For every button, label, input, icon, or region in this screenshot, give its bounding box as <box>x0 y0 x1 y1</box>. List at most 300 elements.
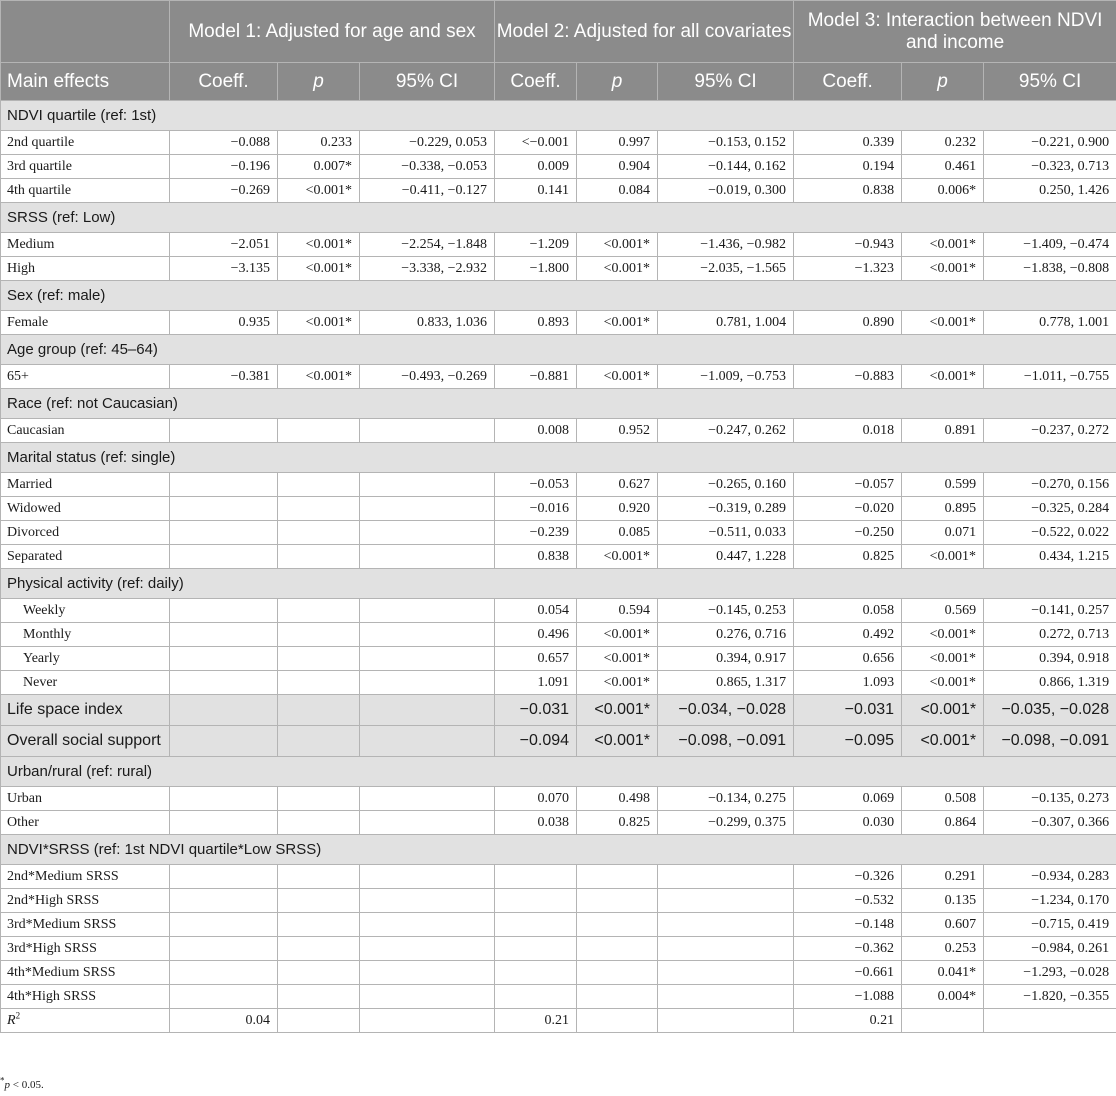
table-cell: 0.569 <box>902 599 984 623</box>
table-cell: −1.838, −0.808 <box>984 257 1116 281</box>
table-cell <box>170 545 278 569</box>
table-cell: 0.893 <box>495 311 577 335</box>
model2-header: Model 2: Adjusted for all covariates <box>495 1 794 63</box>
table-cell: −0.098, −0.091 <box>984 726 1116 757</box>
table-cell: −0.338, −0.053 <box>360 155 495 179</box>
group-label: Race (ref: not Caucasian) <box>1 389 1116 419</box>
table-cell: −0.221, 0.900 <box>984 131 1116 155</box>
table-cell: 0.508 <box>902 787 984 811</box>
table-cell: 0.141 <box>495 179 577 203</box>
table-cell: −0.411, −0.127 <box>360 179 495 203</box>
table-cell: −0.265, 0.160 <box>658 473 794 497</box>
table-cell: −0.715, 0.419 <box>984 913 1116 937</box>
row-label: 4th*High SRSS <box>1 985 170 1009</box>
table-row <box>1 521 1116 545</box>
table-cell: <0.001* <box>278 365 360 389</box>
r2-cell <box>278 1009 360 1033</box>
table-cell: 0.004* <box>902 985 984 1009</box>
table-cell: 0.866, 1.319 <box>984 671 1116 695</box>
table-cell: −0.145, 0.253 <box>658 599 794 623</box>
group-row <box>1 281 1116 311</box>
table-body <box>1 101 1116 1033</box>
row-label: 2nd*Medium SRSS <box>1 865 170 889</box>
table-cell: 0.041* <box>902 961 984 985</box>
row-label: 3rd quartile <box>1 155 170 179</box>
table-cell <box>360 545 495 569</box>
footnote-p: p <box>4 1079 10 1091</box>
table-cell <box>170 497 278 521</box>
table-cell: 0.253 <box>902 937 984 961</box>
table-cell: −1.234, 0.170 <box>984 889 1116 913</box>
table-cell: <0.001* <box>577 545 658 569</box>
table-cell <box>360 937 495 961</box>
r2-label-base: R <box>7 1012 16 1028</box>
table-row <box>1 257 1116 281</box>
table-row <box>1 726 1116 757</box>
table-cell <box>360 985 495 1009</box>
table-cell: 0.194 <box>794 155 902 179</box>
table-cell <box>495 865 577 889</box>
row-label: 2nd quartile <box>1 131 170 155</box>
group-row <box>1 389 1116 419</box>
r2-cell: 0.21 <box>794 1009 902 1033</box>
table-cell <box>278 811 360 835</box>
table-cell <box>170 913 278 937</box>
table-cell: −0.984, 0.261 <box>984 937 1116 961</box>
table-row <box>1 131 1116 155</box>
table-cell: −0.237, 0.272 <box>984 419 1116 443</box>
footnote-star: * <box>0 1075 5 1086</box>
r2-cell <box>577 1009 658 1033</box>
row-label: Urban <box>1 787 170 811</box>
table-cell: 0.394, 0.917 <box>658 647 794 671</box>
table-cell <box>170 647 278 671</box>
table-cell <box>577 913 658 937</box>
table-cell: −0.269 <box>170 179 278 203</box>
table-cell <box>360 811 495 835</box>
row-label: Caucasian <box>1 419 170 443</box>
table-cell: 0.952 <box>577 419 658 443</box>
table-cell <box>170 889 278 913</box>
table-row <box>1 545 1116 569</box>
table-cell: −0.247, 0.262 <box>658 419 794 443</box>
table-cell <box>360 473 495 497</box>
main-effects-header: Main effects <box>1 63 170 101</box>
table-cell: 0.865, 1.317 <box>658 671 794 695</box>
table-cell <box>278 695 360 726</box>
table-cell: 1.093 <box>794 671 902 695</box>
table-row <box>1 623 1116 647</box>
table-cell: −0.239 <box>495 521 577 545</box>
table-cell <box>278 726 360 757</box>
table-cell: −0.134, 0.275 <box>658 787 794 811</box>
ci-header: 95% CI <box>658 63 794 101</box>
group-row <box>1 335 1116 365</box>
table-cell: −0.035, −0.028 <box>984 695 1116 726</box>
table-cell: −0.153, 0.152 <box>658 131 794 155</box>
table-cell: 0.607 <box>902 913 984 937</box>
table-cell: <0.001* <box>577 647 658 671</box>
table-row <box>1 497 1116 521</box>
table-cell: 0.085 <box>577 521 658 545</box>
table-cell: −0.144, 0.162 <box>658 155 794 179</box>
table-cell <box>278 623 360 647</box>
table-cell: −0.299, 0.375 <box>658 811 794 835</box>
table-cell <box>170 521 278 545</box>
table-cell: −0.094 <box>495 726 577 757</box>
table-cell: 0.250, 1.426 <box>984 179 1116 203</box>
table-cell: 0.498 <box>577 787 658 811</box>
table-cell: −1.088 <box>794 985 902 1009</box>
table-cell: −0.493, −0.269 <box>360 365 495 389</box>
table-cell: −0.934, 0.283 <box>984 865 1116 889</box>
table-cell <box>658 961 794 985</box>
table-cell: 0.447, 1.228 <box>658 545 794 569</box>
group-label: NDVI quartile (ref: 1st) <box>1 101 1116 131</box>
table-cell: −2.035, −1.565 <box>658 257 794 281</box>
table-cell: 0.006* <box>902 179 984 203</box>
table-cell <box>170 985 278 1009</box>
table-cell <box>278 671 360 695</box>
table-row <box>1 695 1116 726</box>
table-cell <box>278 913 360 937</box>
table-cell: −1.011, −0.755 <box>984 365 1116 389</box>
row-label: 3rd*Medium SRSS <box>1 913 170 937</box>
table-cell: 0.232 <box>902 131 984 155</box>
group-row <box>1 569 1116 599</box>
table-cell <box>278 889 360 913</box>
table-cell: −0.250 <box>794 521 902 545</box>
p-header: p <box>902 63 984 101</box>
table-cell: <0.001* <box>902 545 984 569</box>
table-cell: 0.997 <box>577 131 658 155</box>
table-cell <box>495 913 577 937</box>
group-label: Physical activity (ref: daily) <box>1 569 1116 599</box>
table-cell: 0.657 <box>495 647 577 671</box>
table-cell <box>658 985 794 1009</box>
table-cell <box>170 599 278 623</box>
table-cell <box>360 497 495 521</box>
table-cell <box>360 889 495 913</box>
table-cell: 0.891 <box>902 419 984 443</box>
r2-cell <box>658 1009 794 1033</box>
table-cell: 0.394, 0.918 <box>984 647 1116 671</box>
row-label: 2nd*High SRSS <box>1 889 170 913</box>
table-cell: <0.001* <box>278 179 360 203</box>
table-cell: 0.008 <box>495 419 577 443</box>
table-cell: −0.135, 0.273 <box>984 787 1116 811</box>
table-row <box>1 671 1116 695</box>
table-cell: −1.293, −0.028 <box>984 961 1116 985</box>
table-cell <box>170 811 278 835</box>
row-label: Other <box>1 811 170 835</box>
table-cell: −0.270, 0.156 <box>984 473 1116 497</box>
table-row <box>1 599 1116 623</box>
r2-cell <box>360 1009 495 1033</box>
table-cell <box>278 865 360 889</box>
table-cell: <0.001* <box>577 695 658 726</box>
table-cell <box>495 937 577 961</box>
model3-header: Model 3: Interaction between NDVI and income <box>794 1 1116 63</box>
ci-header: 95% CI <box>360 63 495 101</box>
table-cell <box>278 787 360 811</box>
table-cell <box>360 913 495 937</box>
row-label: Life space index <box>1 695 170 726</box>
table-row <box>1 961 1116 985</box>
table-row <box>1 889 1116 913</box>
table-cell: −1.436, −0.982 <box>658 233 794 257</box>
table-cell: −0.031 <box>794 695 902 726</box>
table-cell: −0.016 <box>495 497 577 521</box>
table-row <box>1 913 1116 937</box>
table-cell: 0.627 <box>577 473 658 497</box>
header-corner <box>1 1 170 63</box>
table-cell: 0.895 <box>902 497 984 521</box>
table-row <box>1 811 1116 835</box>
table-cell: 0.825 <box>577 811 658 835</box>
r2-cell <box>902 1009 984 1033</box>
table-cell: 1.091 <box>495 671 577 695</box>
table-cell: <0.001* <box>577 311 658 335</box>
table-cell: 0.904 <box>577 155 658 179</box>
table-cell: −0.053 <box>495 473 577 497</box>
group-row <box>1 835 1116 865</box>
table-cell <box>278 937 360 961</box>
table-cell: 0.781, 1.004 <box>658 311 794 335</box>
table-cell <box>278 647 360 671</box>
table-cell: 0.833, 1.036 <box>360 311 495 335</box>
table-cell: −0.020 <box>794 497 902 521</box>
table-cell <box>170 623 278 647</box>
table-cell: −0.148 <box>794 913 902 937</box>
table-cell: 0.838 <box>794 179 902 203</box>
table-cell: <0.001* <box>902 726 984 757</box>
group-label: NDVI*SRSS (ref: 1st NDVI quartile*Low SRSS) <box>1 835 1116 865</box>
row-label: Divorced <box>1 521 170 545</box>
table-cell <box>577 985 658 1009</box>
table-cell <box>278 419 360 443</box>
table-cell <box>360 623 495 647</box>
table-cell: −0.319, 0.289 <box>658 497 794 521</box>
table-cell: 0.038 <box>495 811 577 835</box>
coeff-header: Coeff. <box>794 63 902 101</box>
table-cell <box>495 961 577 985</box>
table-cell <box>658 865 794 889</box>
table-cell: −0.381 <box>170 365 278 389</box>
table-cell: −3.338, −2.932 <box>360 257 495 281</box>
row-label: Weekly <box>1 599 170 623</box>
group-row <box>1 203 1116 233</box>
table-cell: <0.001* <box>902 647 984 671</box>
table-cell: −0.098, −0.091 <box>658 726 794 757</box>
table-cell: 0.135 <box>902 889 984 913</box>
table-cell <box>278 985 360 1009</box>
table-cell: −0.326 <box>794 865 902 889</box>
table-cell: 0.291 <box>902 865 984 889</box>
table-cell <box>170 937 278 961</box>
table-cell <box>278 521 360 545</box>
table-cell: −1.209 <box>495 233 577 257</box>
table-cell: 0.864 <box>902 811 984 835</box>
row-label: 65+ <box>1 365 170 389</box>
table-cell: 0.492 <box>794 623 902 647</box>
table-cell: 0.461 <box>902 155 984 179</box>
table-cell: <0.001* <box>902 365 984 389</box>
group-row <box>1 443 1116 473</box>
table-cell: −0.229, 0.053 <box>360 131 495 155</box>
table-cell: −1.009, −0.753 <box>658 365 794 389</box>
group-row <box>1 757 1116 787</box>
row-label: Overall social support <box>1 726 170 757</box>
table-cell <box>658 889 794 913</box>
table-cell: <0.001* <box>278 233 360 257</box>
table-cell: 0.339 <box>794 131 902 155</box>
table-cell: 0.018 <box>794 419 902 443</box>
table-cell: 0.084 <box>577 179 658 203</box>
table-row <box>1 311 1116 335</box>
table-cell <box>278 961 360 985</box>
table-cell <box>360 787 495 811</box>
table-cell: <0.001* <box>577 726 658 757</box>
table-cell <box>170 787 278 811</box>
table-cell: 0.070 <box>495 787 577 811</box>
table-cell: 0.434, 1.215 <box>984 545 1116 569</box>
footnote-text: < 0.05. <box>10 1079 44 1091</box>
table-cell <box>360 647 495 671</box>
table-cell: 0.838 <box>495 545 577 569</box>
table-cell <box>170 671 278 695</box>
row-label: 4th quartile <box>1 179 170 203</box>
table-cell <box>278 545 360 569</box>
table-cell: <0.001* <box>902 671 984 695</box>
r2-cell: 0.21 <box>495 1009 577 1033</box>
table-cell: <0.001* <box>577 671 658 695</box>
table-row <box>1 865 1116 889</box>
table-cell: −1.820, −0.355 <box>984 985 1116 1009</box>
p-header: p <box>577 63 658 101</box>
table-row <box>1 233 1116 257</box>
table-row <box>1 787 1116 811</box>
table-row <box>1 365 1116 389</box>
table-cell <box>170 419 278 443</box>
table-row <box>1 473 1116 497</box>
table-cell: <0.001* <box>902 623 984 647</box>
table-cell <box>278 473 360 497</box>
table-cell <box>278 599 360 623</box>
table-cell: 0.009 <box>495 155 577 179</box>
table-cell: −0.943 <box>794 233 902 257</box>
r2-cell: 0.04 <box>170 1009 278 1033</box>
table-cell: 0.030 <box>794 811 902 835</box>
row-label: 4th*Medium SRSS <box>1 961 170 985</box>
table-cell: 0.233 <box>278 131 360 155</box>
table-cell <box>360 726 495 757</box>
group-label: Sex (ref: male) <box>1 281 1116 311</box>
table-cell: −0.511, 0.033 <box>658 521 794 545</box>
coeff-header: Coeff. <box>495 63 577 101</box>
table-cell: <−0.001 <box>495 131 577 155</box>
table-cell: −1.409, −0.474 <box>984 233 1116 257</box>
r2-label-sup: 2 <box>15 1009 21 1020</box>
table-cell: −0.362 <box>794 937 902 961</box>
model1-header: Model 1: Adjusted for age and sex <box>170 1 495 63</box>
r2-cell <box>984 1009 1116 1033</box>
table-cell <box>170 726 278 757</box>
r2-row <box>1 1009 1116 1033</box>
group-label: SRSS (ref: Low) <box>1 203 1116 233</box>
footnote <box>0 1075 44 1091</box>
model-header-row <box>1 1 1116 63</box>
table-cell: <0.001* <box>902 257 984 281</box>
table-cell: 0.594 <box>577 599 658 623</box>
table-cell: −3.135 <box>170 257 278 281</box>
table-cell: <0.001* <box>577 233 658 257</box>
table-cell: 0.825 <box>794 545 902 569</box>
table-cell: 0.496 <box>495 623 577 647</box>
row-label: Medium <box>1 233 170 257</box>
table-row <box>1 419 1116 443</box>
table-cell: 0.935 <box>170 311 278 335</box>
table-cell <box>495 889 577 913</box>
row-label: Separated <box>1 545 170 569</box>
table-cell <box>360 419 495 443</box>
table-cell <box>360 695 495 726</box>
group-label: Urban/rural (ref: rural) <box>1 757 1116 787</box>
table-cell: 0.920 <box>577 497 658 521</box>
table-cell: 0.656 <box>794 647 902 671</box>
table-cell: 0.071 <box>902 521 984 545</box>
group-row <box>1 101 1116 131</box>
row-label: Never <box>1 671 170 695</box>
table-cell <box>360 865 495 889</box>
table-cell <box>170 961 278 985</box>
table-cell <box>360 521 495 545</box>
table-cell: 0.007* <box>278 155 360 179</box>
table-cell: −0.323, 0.713 <box>984 155 1116 179</box>
table-cell: −0.307, 0.366 <box>984 811 1116 835</box>
group-label: Age group (ref: 45–64) <box>1 335 1116 365</box>
table-cell: −0.095 <box>794 726 902 757</box>
table-row <box>1 179 1116 203</box>
table-cell: 0.890 <box>794 311 902 335</box>
row-label: Widowed <box>1 497 170 521</box>
table-cell: −2.051 <box>170 233 278 257</box>
table-cell <box>577 937 658 961</box>
r2-label <box>1 1009 170 1033</box>
table-cell: <0.001* <box>577 365 658 389</box>
table-cell: 0.276, 0.716 <box>658 623 794 647</box>
table-cell: −0.019, 0.300 <box>658 179 794 203</box>
row-label: Monthly <box>1 623 170 647</box>
table-cell: <0.001* <box>577 257 658 281</box>
table-cell: 0.058 <box>794 599 902 623</box>
table-cell <box>577 865 658 889</box>
table-cell: −0.883 <box>794 365 902 389</box>
table-cell: <0.001* <box>577 623 658 647</box>
table-row <box>1 937 1116 961</box>
table-cell <box>360 961 495 985</box>
table-cell <box>360 599 495 623</box>
table-cell: −0.325, 0.284 <box>984 497 1116 521</box>
table-cell <box>658 937 794 961</box>
row-label: Female <box>1 311 170 335</box>
row-label: Married <box>1 473 170 497</box>
ci-header: 95% CI <box>984 63 1116 101</box>
table-cell: 0.054 <box>495 599 577 623</box>
table-cell: 0.069 <box>794 787 902 811</box>
p-header: p <box>278 63 360 101</box>
column-header-row <box>1 63 1116 101</box>
